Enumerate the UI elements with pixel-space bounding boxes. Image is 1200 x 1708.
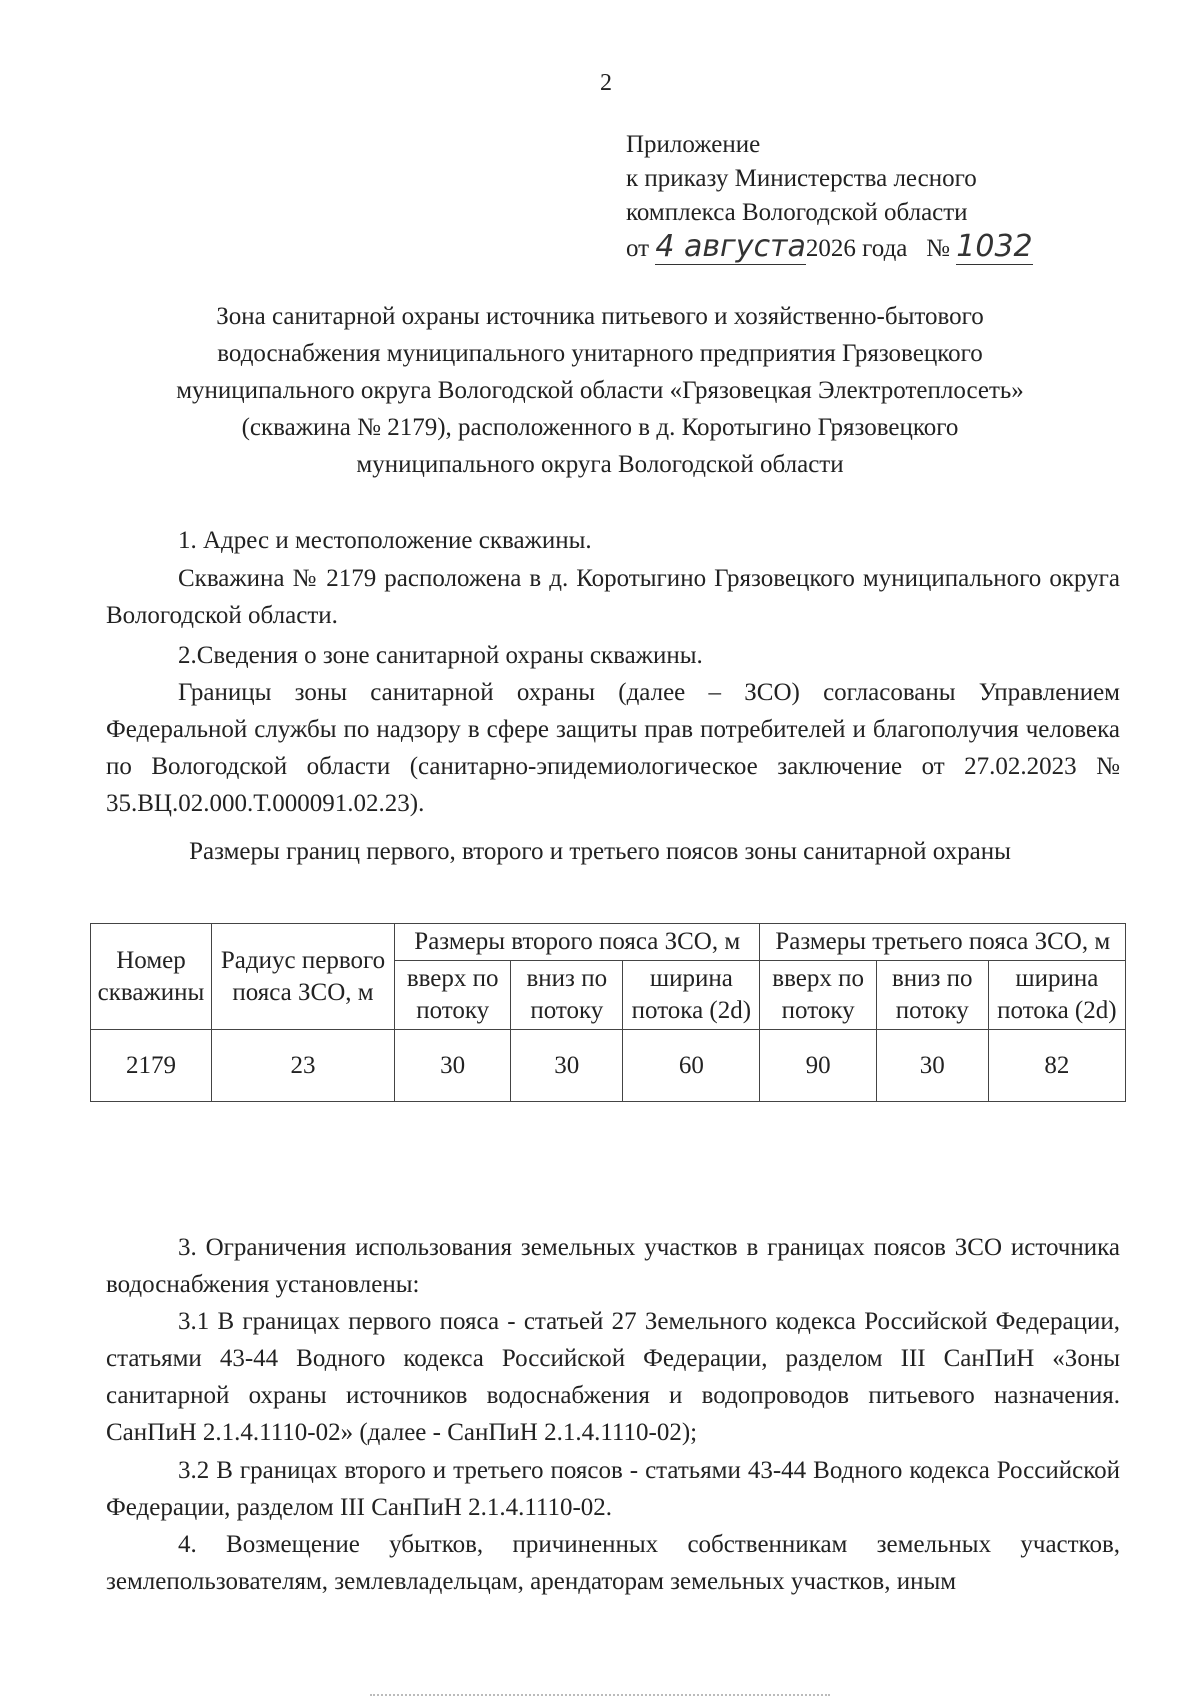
header-number: Номер скважины [91, 924, 212, 1030]
scan-artifact [370, 1694, 830, 1699]
header-second-down: вниз по потоку [511, 961, 623, 1030]
table-caption: Размеры границ первого, второго и третьего поясов зоны санитарной охраны [189, 838, 1011, 865]
header-third-zone: Размеры третьего пояса ЗСО, м [760, 924, 1126, 961]
title-line-2: водоснабжения муниципального унитарного предприятия Грязовецкого [217, 340, 983, 367]
section-1-text: Скважина № 2179 расположена в д. Коротыгино Грязовецкого муниципального округа Вологодской области. [106, 565, 1120, 629]
section-3-heading: 3. Ограничения использования земельных участков в границах поясов ЗСО источника водоснабжения установлены: [106, 1234, 1120, 1298]
header-radius: Радиус первого пояса ЗСО, м [212, 924, 395, 1030]
cell-second-down: 30 [511, 1030, 623, 1102]
appendix-line-2: к приказу Министерства лесного [626, 165, 977, 192]
cell-radius: 23 [212, 1030, 395, 1102]
section-3-1: 3.1 В границах первого пояса - статьей 27 Земельного кодекса Российской Федерации, статьями 43-44 Водного кодекса Российской Федерации, разделом III СанПиН «Зоны санитарной охраны источников водоснабжения и водопроводов питьевого назначения. СанПиН 2.1.4.1110-02» (далее - СанПиН 2.1.4.1110-02); [106, 1308, 1120, 1446]
from-prefix: от [626, 235, 650, 262]
header-second-up: вверх по потоку [395, 961, 511, 1030]
section-2-text: Границы зоны санитарной охраны (далее – ЗСО) согласованы Управлением Федеральной службы по надзору в сфере защиты прав потребителей и благополучия человека по Вологодской области (санитарно-эпидемиологическое заключение от 27.02.2023 № 35.ВЦ.02.000.Т.000091.02.23). [106, 679, 1120, 817]
section-2-heading: 2.Сведения о зоне санитарной охраны скважины. [178, 642, 703, 669]
cell-second-up: 30 [395, 1030, 511, 1102]
cell-number: 2179 [91, 1030, 212, 1102]
appendix-date-line [626, 230, 1033, 266]
section-3-2: 3.2 В границах второго и третьего поясов - статьями 43-44 Водного кодекса Российской Федерации, разделом III СанПиН 2.1.4.1110-02. [106, 1457, 1120, 1521]
appendix-block [626, 128, 1033, 266]
cell-second-width: 60 [623, 1030, 760, 1102]
header-third-up: вверх по потоку [760, 961, 876, 1030]
page-number: 2 [600, 70, 612, 96]
header-third-width: ширина потока (2d) [988, 961, 1125, 1030]
cell-third-up: 90 [760, 1030, 876, 1102]
header-second-zone: Размеры второго пояса ЗСО, м [395, 924, 760, 961]
title-line-5: муниципального округа Вологодской области [356, 451, 844, 478]
handwritten-date: 4 августа [655, 229, 806, 264]
header-third-down: вниз по потоку [876, 961, 988, 1030]
section-1-heading: 1. Адрес и местоположение скважины. [178, 527, 592, 554]
header-second-width: ширина потока (2d) [623, 961, 760, 1030]
year-suffix: 2026 года [805, 235, 908, 262]
cell-third-width: 82 [988, 1030, 1125, 1102]
handwritten-number: 1032 [956, 229, 1033, 264]
zso-table [90, 923, 1126, 1102]
document-title [100, 298, 1100, 483]
title-line-4: (скважина № 2179), расположенного в д. Коротыгино Грязовецкого [241, 414, 959, 441]
number-prefix: № [926, 235, 951, 262]
appendix-line-1: Приложение [626, 131, 761, 158]
title-line-3: муниципального округа Вологодской области «Грязовецкая Электротеплосеть» [176, 377, 1024, 404]
cell-third-down: 30 [876, 1030, 988, 1102]
table-row [91, 1030, 1126, 1102]
appendix-line-3: комплекса Вологодской области [626, 199, 968, 226]
title-line-1: Зона санитарной охраны источника питьевого и хозяйственно-бытового [216, 303, 984, 330]
section-4-text: 4. Возмещение убытков, причиненных собственникам земельных участков, землепользователям, землевладельцам, арендаторам земельных участков, иным [106, 1531, 1120, 1595]
